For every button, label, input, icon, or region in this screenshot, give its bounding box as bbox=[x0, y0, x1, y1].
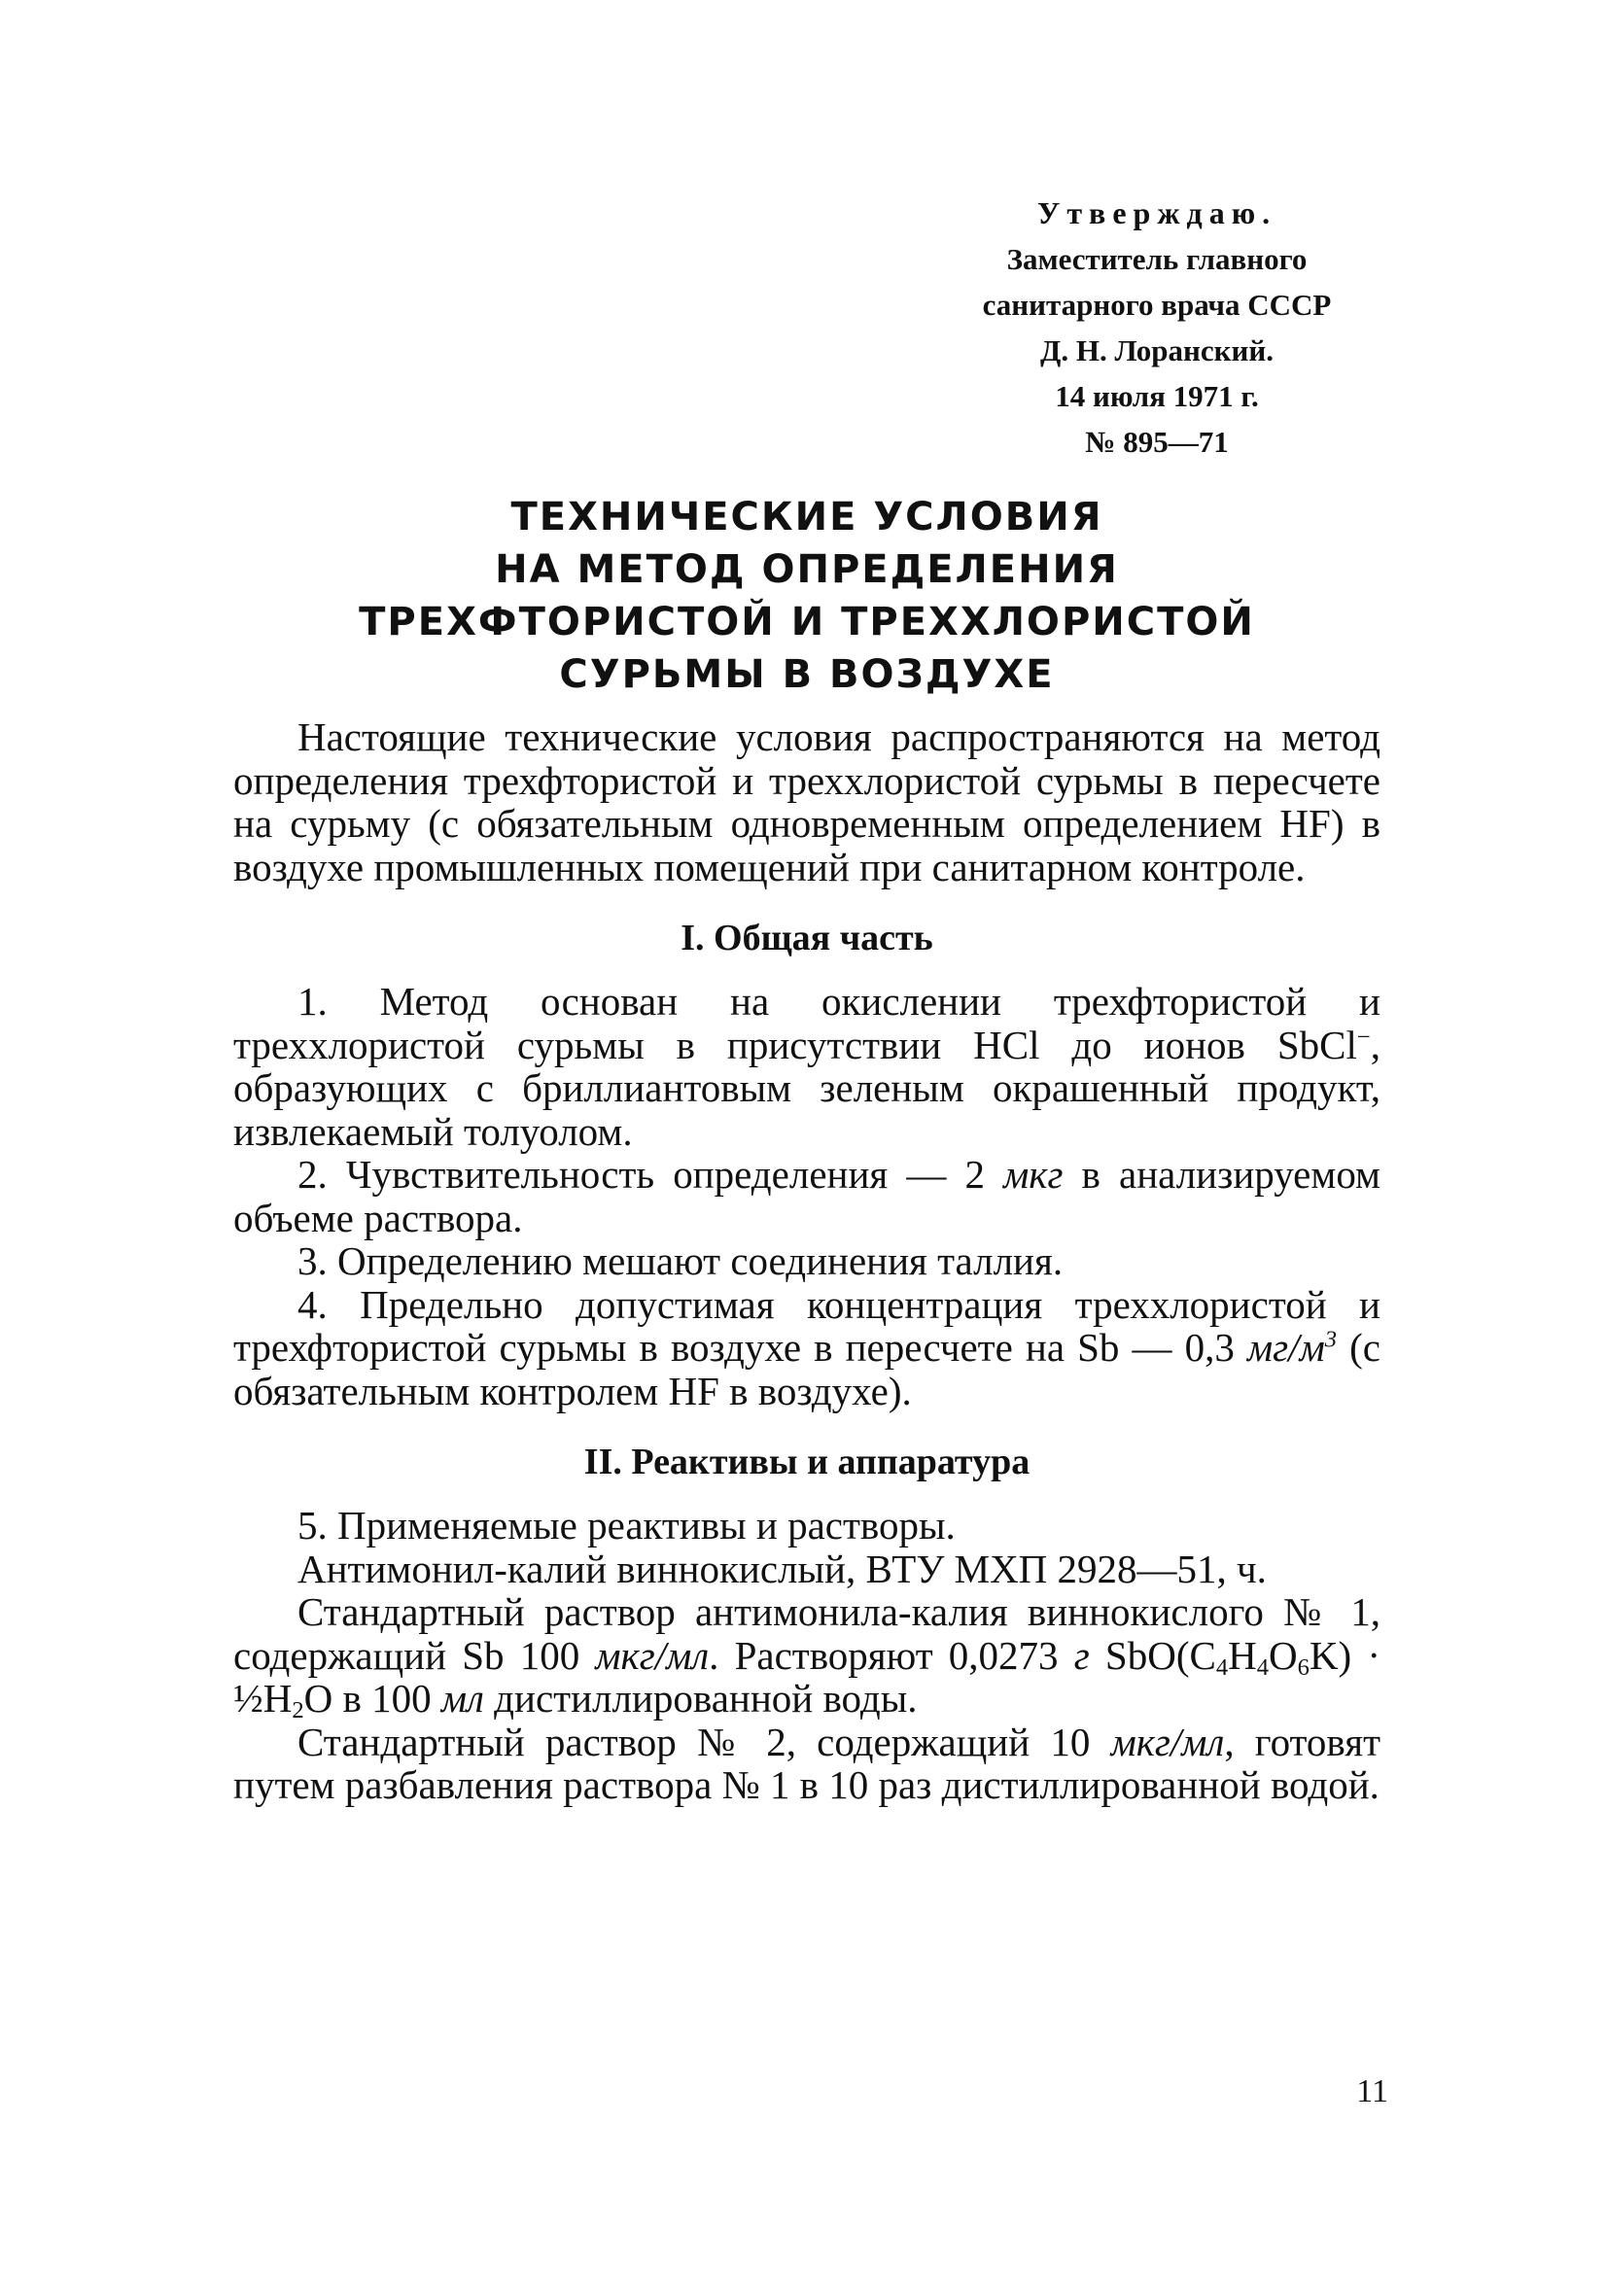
section-2-heading: II. Реактивы и аппаратура bbox=[583, 1442, 1031, 1482]
reagent-antimonyl-potassium-tartrate: Антимонил-калий виннокислый, ВТУ МХП 2928—51, ч. bbox=[297, 1546, 1267, 1591]
unit-ml: мл bbox=[440, 1676, 484, 1721]
formula-part-d: K) · ½H bbox=[233, 1632, 1381, 1721]
std1-text-c: O в 100 bbox=[303, 1676, 441, 1721]
paragraph-4-text-end: (с обязательным контролем HF в воздухе). bbox=[233, 1325, 1380, 1413]
std2-text-b: , готовят путем разбавления раствора № 1 в 10 раз дистиллированной водой. bbox=[233, 1719, 1380, 1807]
page-number: 11 bbox=[1356, 2073, 1388, 2109]
approval-name: Д. Н. Лоранский. bbox=[1040, 333, 1274, 367]
approval-number: № 895—71 bbox=[1085, 425, 1229, 459]
unit-mg-m: мг/м bbox=[1247, 1325, 1325, 1370]
unit-exponent: 3 bbox=[1324, 1326, 1338, 1353]
approval-position-line-1: Заместитель главного bbox=[1006, 242, 1308, 276]
title-line-2: НА МЕТОД ОПРЕДЕЛЕНИЯ bbox=[495, 547, 1119, 592]
title-line-1: ТЕХНИЧЕСКИЕ УСЛОВИЯ bbox=[510, 495, 1103, 539]
unit-mkg: мкг bbox=[1003, 1152, 1064, 1197]
paragraph-1 bbox=[233, 980, 1380, 1153]
formula-subscript: 6 bbox=[1297, 1653, 1310, 1681]
unit-mg-m3 bbox=[1247, 1325, 1337, 1370]
formula-part-a: SbO(C bbox=[1089, 1632, 1216, 1678]
paragraph-2-text: 2. Чувствительность определения — 2 bbox=[297, 1152, 1004, 1197]
unit-mkg-ml: мкг/мл bbox=[595, 1632, 710, 1678]
section-1-heading: I. Общая часть bbox=[681, 918, 933, 958]
std1-text-b: . Растворяют 0,0273 bbox=[709, 1632, 1074, 1678]
formula-subscript: 4 bbox=[1215, 1653, 1229, 1681]
std2-text-a: Стандартный раствор № 2, содержащий 10 bbox=[297, 1719, 1111, 1764]
unit-mkg-ml: мкг/мл bbox=[1110, 1719, 1225, 1764]
formula-part-c: O bbox=[1269, 1632, 1298, 1678]
standard-solution-1 bbox=[233, 1589, 1381, 1724]
paragraph-3: 3. Определению мешают соединения таллия. bbox=[297, 1238, 1064, 1283]
approval-position-line-2: санитарного врача СССР bbox=[982, 288, 1332, 322]
approval-date: 14 июля 1971 г. bbox=[1055, 379, 1259, 413]
title-line-4: СУРЬМЫ В ВОЗДУХЕ bbox=[559, 652, 1055, 697]
standard-solution-2 bbox=[233, 1721, 1380, 1807]
intro-paragraph: Настоящие технические условия распространяются на метод определения трехфтористой и треххлористой сурьмы в пересчете на сурьму (с обязательным одновременным определением HF) в воздухе промышленных помещений при санитарном контроле. bbox=[233, 714, 1380, 889]
paragraph-4 bbox=[233, 1283, 1380, 1413]
paragraph-2 bbox=[233, 1153, 1380, 1239]
paragraph-5: 5. Применяемые реактивы и растворы. bbox=[297, 1503, 956, 1548]
paragraph-2-text-end: в анализируемом объеме раствора. bbox=[233, 1152, 1380, 1240]
formula-part-b: H bbox=[1228, 1632, 1257, 1678]
approval-block bbox=[933, 191, 1380, 465]
formula-subscript: 4 bbox=[1256, 1653, 1270, 1681]
std1-text-a: Стандартный раствор антимонила-калия виннокислого № 1, содержащий Sb 100 bbox=[233, 1589, 1380, 1678]
paragraph-1-text: 1. Метод основан на окислении трехфтористой и треххлористой сурьмы в присутствии HCl до ионов SbCl bbox=[233, 979, 1380, 1067]
approval-heading: Утверждаю. bbox=[1036, 195, 1277, 230]
formula-subscript: 2 bbox=[292, 1697, 304, 1724]
unit-g: г bbox=[1073, 1632, 1090, 1678]
ion-charge: − bbox=[1356, 1023, 1371, 1050]
document-body bbox=[233, 715, 1380, 1807]
paragraph-1-text-end: , образующих с бриллиантовым зеленым окрашенный продукт, извлекаемый толуолом. bbox=[233, 1022, 1380, 1154]
paragraph-4-text: 4. Предельно допустимая концентрация треххлористой и трехфтористой сурьмы в воздухе в пересчете на Sb — 0,3 bbox=[233, 1281, 1380, 1370]
title-line-3: ТРЕХФТОРИСТОЙ И ТРЕХХЛОРИСТОЙ bbox=[359, 600, 1255, 644]
std1-text-d: дистиллированной воды. bbox=[483, 1676, 918, 1721]
document-title bbox=[233, 491, 1380, 701]
